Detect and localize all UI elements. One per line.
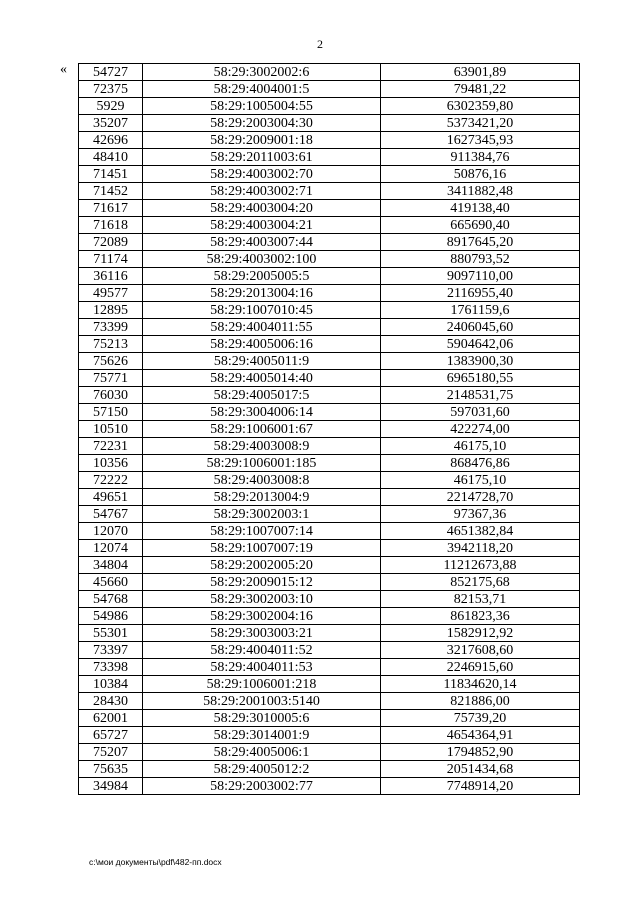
row-number-cell: 76030: [79, 387, 143, 404]
table-row: [79, 64, 580, 81]
row-number-cell: 72089: [79, 234, 143, 251]
table-row: [79, 523, 580, 540]
table-body: [79, 64, 580, 795]
table-row: [79, 387, 580, 404]
value-cell: 868476,86: [381, 455, 580, 472]
cadastral-number-cell: 58:29:4005012:2: [143, 761, 381, 778]
table-row: [79, 557, 580, 574]
value-cell: 63901,89: [381, 64, 580, 81]
cadastral-number-cell: 58:29:3002004:16: [143, 608, 381, 625]
row-number-cell: 72222: [79, 472, 143, 489]
cadastral-number-cell: 58:29:2013004:9: [143, 489, 381, 506]
table-row: [79, 710, 580, 727]
value-cell: 3942118,20: [381, 540, 580, 557]
cadastral-number-cell: 58:29:3003003:21: [143, 625, 381, 642]
row-number-cell: 75771: [79, 370, 143, 387]
value-cell: 6965180,55: [381, 370, 580, 387]
table-row: [79, 438, 580, 455]
cadastral-number-cell: 58:29:4004011:55: [143, 319, 381, 336]
row-number-cell: 10510: [79, 421, 143, 438]
value-cell: 8917645,20: [381, 234, 580, 251]
row-number-cell: 45660: [79, 574, 143, 591]
row-number-cell: 54986: [79, 608, 143, 625]
value-cell: 46175,10: [381, 438, 580, 455]
row-number-cell: 72375: [79, 81, 143, 98]
row-number-cell: 49577: [79, 285, 143, 302]
cadastral-number-cell: 58:29:1007007:19: [143, 540, 381, 557]
row-number-cell: 54727: [79, 64, 143, 81]
table-row: [79, 217, 580, 234]
cadastral-number-cell: 58:29:4003002:100: [143, 251, 381, 268]
cadastral-number-cell: 58:29:2002005:20: [143, 557, 381, 574]
value-cell: 2051434,68: [381, 761, 580, 778]
row-number-cell: 73397: [79, 642, 143, 659]
row-number-cell: 62001: [79, 710, 143, 727]
value-cell: 1582912,92: [381, 625, 580, 642]
value-cell: 2214728,70: [381, 489, 580, 506]
table-row: [79, 744, 580, 761]
table-row: [79, 81, 580, 98]
value-cell: 6302359,80: [381, 98, 580, 115]
table-row: [79, 506, 580, 523]
row-number-cell: 65727: [79, 727, 143, 744]
table-row: [79, 659, 580, 676]
table-row: [79, 421, 580, 438]
cadastral-number-cell: 58:29:4003008:9: [143, 438, 381, 455]
value-cell: 911384,76: [381, 149, 580, 166]
table-row: [79, 642, 580, 659]
cadastral-number-cell: 58:29:4005006:1: [143, 744, 381, 761]
cadastral-number-cell: 58:29:1006001:185: [143, 455, 381, 472]
value-cell: 3217608,60: [381, 642, 580, 659]
row-number-cell: 55301: [79, 625, 143, 642]
cadastral-number-cell: 58:29:2009015:12: [143, 574, 381, 591]
table-row: [79, 319, 580, 336]
cadastral-number-cell: 58:29:4005006:16: [143, 336, 381, 353]
value-cell: 861823,36: [381, 608, 580, 625]
cadastral-number-cell: 58:29:4003007:44: [143, 234, 381, 251]
value-cell: 1383900,30: [381, 353, 580, 370]
row-number-cell: 57150: [79, 404, 143, 421]
value-cell: 852175,68: [381, 574, 580, 591]
row-number-cell: 73399: [79, 319, 143, 336]
row-number-cell: 71617: [79, 200, 143, 217]
row-number-cell: 5929: [79, 98, 143, 115]
value-cell: 97367,36: [381, 506, 580, 523]
row-number-cell: 72231: [79, 438, 143, 455]
cadastral-number-cell: 58:29:2009001:18: [143, 132, 381, 149]
value-cell: 11834620,14: [381, 676, 580, 693]
table-row: [79, 540, 580, 557]
opening-quote-mark: «: [60, 62, 67, 77]
value-cell: 1627345,93: [381, 132, 580, 149]
cadastral-number-cell: 58:29:1007010:45: [143, 302, 381, 319]
cadastral-number-cell: 58:29:4005014:40: [143, 370, 381, 387]
row-number-cell: 12895: [79, 302, 143, 319]
value-cell: 4654364,91: [381, 727, 580, 744]
value-cell: 422274,00: [381, 421, 580, 438]
table-row: [79, 336, 580, 353]
row-number-cell: 42696: [79, 132, 143, 149]
table-row: [79, 285, 580, 302]
row-number-cell: 54767: [79, 506, 143, 523]
row-number-cell: 12070: [79, 523, 143, 540]
cadastral-number-cell: 58:29:4003008:8: [143, 472, 381, 489]
table-row: [79, 98, 580, 115]
value-cell: 9097110,00: [381, 268, 580, 285]
cadastral-number-cell: 58:29:4003002:71: [143, 183, 381, 200]
table-row: [79, 591, 580, 608]
table-row: [79, 115, 580, 132]
cadastral-number-cell: 58:29:1005004:55: [143, 98, 381, 115]
cadastral-number-cell: 58:29:4003004:21: [143, 217, 381, 234]
value-cell: 665690,40: [381, 217, 580, 234]
row-number-cell: 71174: [79, 251, 143, 268]
cadastral-number-cell: 58:29:2005005:5: [143, 268, 381, 285]
table-row: [79, 370, 580, 387]
cadastral-number-cell: 58:29:1007007:14: [143, 523, 381, 540]
value-cell: 7748914,20: [381, 778, 580, 795]
row-number-cell: 48410: [79, 149, 143, 166]
table-row: [79, 676, 580, 693]
cadastral-number-cell: 58:29:2001003:5140: [143, 693, 381, 710]
value-cell: 2116955,40: [381, 285, 580, 302]
value-cell: 821886,00: [381, 693, 580, 710]
table-row: [79, 302, 580, 319]
cadastral-number-cell: 58:29:4003002:70: [143, 166, 381, 183]
table-row: [79, 251, 580, 268]
table-row: [79, 693, 580, 710]
row-number-cell: 10356: [79, 455, 143, 472]
table-row: [79, 778, 580, 795]
table-row: [79, 166, 580, 183]
value-cell: 82153,71: [381, 591, 580, 608]
value-cell: 2406045,60: [381, 319, 580, 336]
table-row: [79, 574, 580, 591]
table-row: [79, 132, 580, 149]
cadastral-number-cell: 58:29:4005011:9: [143, 353, 381, 370]
value-cell: 1794852,90: [381, 744, 580, 761]
value-cell: 2148531,75: [381, 387, 580, 404]
row-number-cell: 35207: [79, 115, 143, 132]
cadastral-number-cell: 58:29:3010005:6: [143, 710, 381, 727]
cadastral-number-cell: 58:29:3002002:6: [143, 64, 381, 81]
table-row: [79, 404, 580, 421]
value-cell: 1761159,6: [381, 302, 580, 319]
row-number-cell: 54768: [79, 591, 143, 608]
page-number: 2: [317, 37, 323, 51]
cadastral-number-cell: 58:29:3002003:10: [143, 591, 381, 608]
cadastral-number-cell: 58:29:4004011:53: [143, 659, 381, 676]
row-number-cell: 75213: [79, 336, 143, 353]
row-number-cell: 75626: [79, 353, 143, 370]
table-row: [79, 183, 580, 200]
value-cell: 880793,52: [381, 251, 580, 268]
value-cell: 597031,60: [381, 404, 580, 421]
cadastral-number-cell: 58:29:3002003:1: [143, 506, 381, 523]
table-row: [79, 234, 580, 251]
table-row: [79, 455, 580, 472]
table-row: [79, 268, 580, 285]
table-row: [79, 200, 580, 217]
value-cell: 3411882,48: [381, 183, 580, 200]
value-cell: 5904642,06: [381, 336, 580, 353]
row-number-cell: 75207: [79, 744, 143, 761]
value-cell: 11212673,88: [381, 557, 580, 574]
cadastral-number-cell: 58:29:1006001:218: [143, 676, 381, 693]
row-number-cell: 71452: [79, 183, 143, 200]
table-row: [79, 625, 580, 642]
value-cell: 5373421,20: [381, 115, 580, 132]
row-number-cell: 10384: [79, 676, 143, 693]
value-cell: 50876,16: [381, 166, 580, 183]
table-row: [79, 608, 580, 625]
cadastral-number-cell: 58:29:2011003:61: [143, 149, 381, 166]
cadastral-number-cell: 58:29:2003002:77: [143, 778, 381, 795]
row-number-cell: 73398: [79, 659, 143, 676]
row-number-cell: 75635: [79, 761, 143, 778]
value-cell: 75739,20: [381, 710, 580, 727]
row-number-cell: 34804: [79, 557, 143, 574]
table-row: [79, 727, 580, 744]
table-row: [79, 472, 580, 489]
value-cell: 2246915,60: [381, 659, 580, 676]
cadastral-value-table: [78, 63, 580, 795]
cadastral-number-cell: 58:29:2003004:30: [143, 115, 381, 132]
footer-file-path: c:\мои документы\pdf\482-пп.docx: [89, 857, 222, 867]
cadastral-number-cell: 58:29:4005017:5: [143, 387, 381, 404]
cadastral-number-cell: 58:29:2013004:16: [143, 285, 381, 302]
cadastral-number-cell: 58:29:3004006:14: [143, 404, 381, 421]
table-row: [79, 353, 580, 370]
value-cell: 4651382,84: [381, 523, 580, 540]
row-number-cell: 71618: [79, 217, 143, 234]
row-number-cell: 28430: [79, 693, 143, 710]
cadastral-number-cell: 58:29:4003004:20: [143, 200, 381, 217]
table-row: [79, 149, 580, 166]
cadastral-number-cell: 58:29:4004001:5: [143, 81, 381, 98]
row-number-cell: 36116: [79, 268, 143, 285]
table-row: [79, 489, 580, 506]
value-cell: 79481,22: [381, 81, 580, 98]
value-cell: 419138,40: [381, 200, 580, 217]
cadastral-number-cell: 58:29:1006001:67: [143, 421, 381, 438]
row-number-cell: 12074: [79, 540, 143, 557]
cadastral-number-cell: 58:29:4004011:52: [143, 642, 381, 659]
table-row: [79, 761, 580, 778]
row-number-cell: 71451: [79, 166, 143, 183]
row-number-cell: 34984: [79, 778, 143, 795]
row-number-cell: 49651: [79, 489, 143, 506]
value-cell: 46175,10: [381, 472, 580, 489]
cadastral-number-cell: 58:29:3014001:9: [143, 727, 381, 744]
